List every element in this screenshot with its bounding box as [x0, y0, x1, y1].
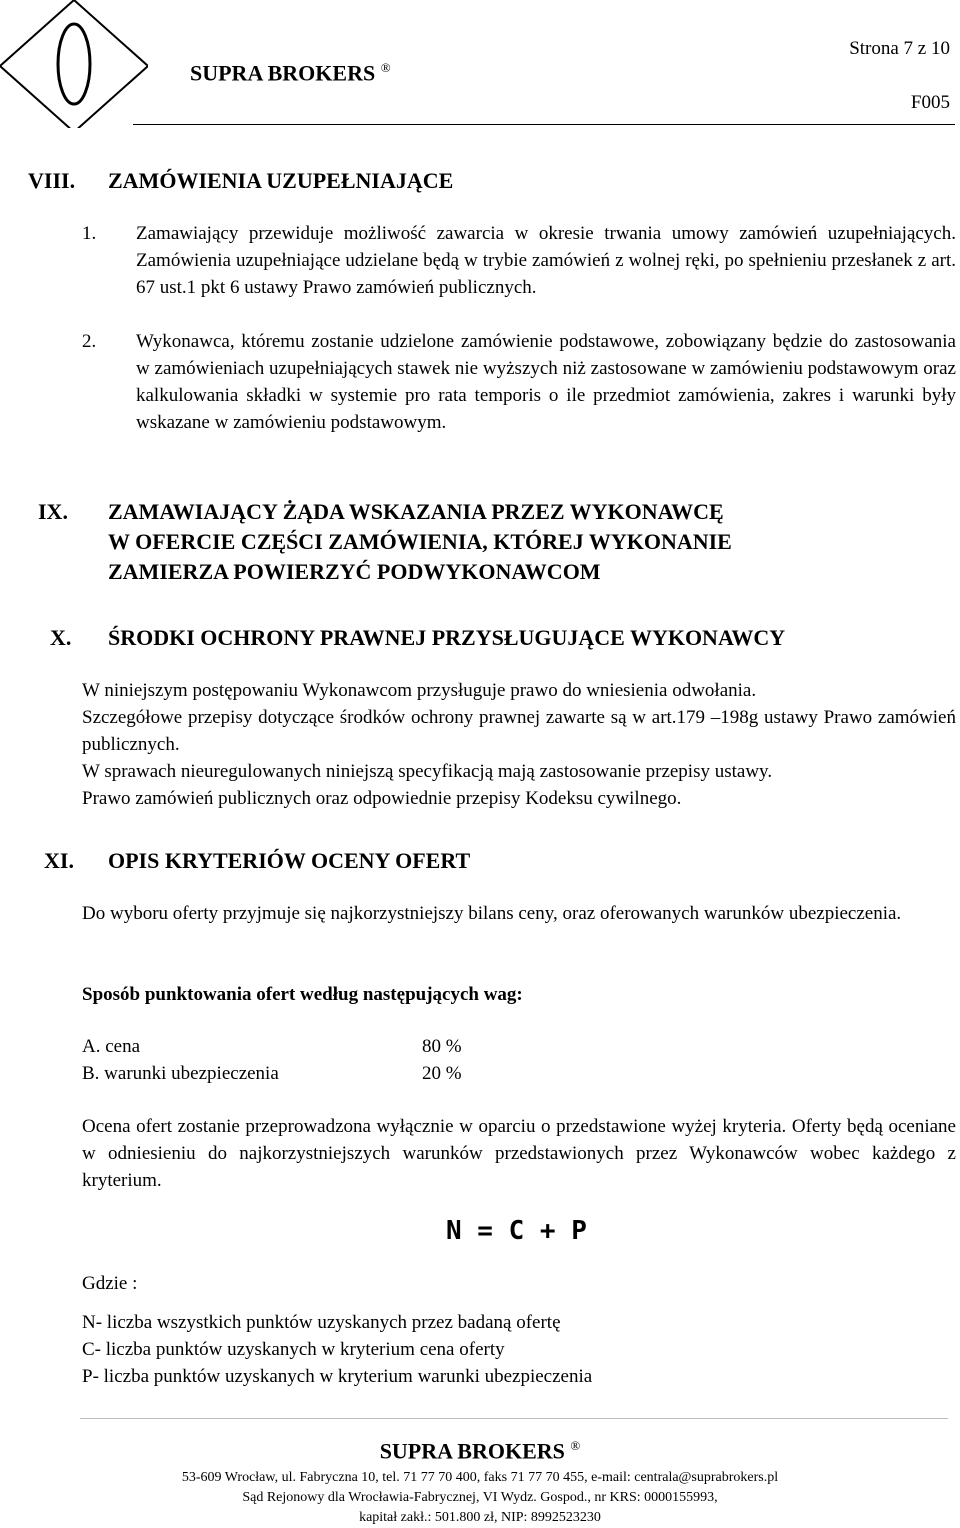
item-2-text: Wykonawca, któremu zostanie udzielone zamówienie podstawowe, zobowiązany będzie do zastosowania w zamówieniach uzupełniających stawek nie wyższych niż zastosowane w zamówieniu podstawowym oraz kalkulowania składki w systemie pro rata temporis o ile przedmiot zamówienia, zakres i warunki były wskazane w zamówieniu podstawowym. — [136, 331, 956, 433]
section-11-title: OPIS KRYTERIÓW OCENY OFERT — [108, 848, 471, 873]
footer-registry: Sąd Rejonowy dla Wrocławia-Fabrycznej, VI Wydz. Gospod., nr KRS: 0000155993, — [242, 1490, 718, 1505]
section-10-paragraph-2: Szczegółowe przepisy dotyczące środków ochrony prawnej zawarte są w art.179 –198g ustawy Prawo zamówień publicznych. — [82, 707, 956, 755]
section-9-number: IX. — [38, 499, 68, 524]
header-rule — [133, 124, 955, 125]
document-code: F005 — [910, 92, 950, 113]
weight-a-label: A. cena — [82, 1036, 141, 1057]
weights-heading: Sposób punktowania ofert według następujących wag: — [82, 984, 523, 1005]
page-number: Strona 7 z 10 — [849, 38, 950, 59]
footer-capital: kapitał zakł.: 501.800 zł, NIP: 8992523230 — [359, 1510, 601, 1525]
section-11-number: XI. — [44, 848, 74, 873]
section-10-paragraph-4: Prawo zamówień publicznych oraz odpowiednie przepisy Kodeksu cywilnego. — [82, 788, 682, 809]
section-8-number: VIII. — [28, 168, 76, 193]
evaluation-paragraph: Ocena ofert zostanie przeprowadzona wyłącznie w oparciu o przedstawione wyżej kryteria. Oferty będą oceniane w odniesieniu do najkorzystniejszych warunków przedstawionych przez Wykonawców wobec każdego z kryterium. — [82, 1116, 956, 1191]
definition-p: P- liczba punktów uzyskanych w kryterium warunki ubezpieczenia — [82, 1366, 593, 1387]
score-formula: N = C + P — [446, 1216, 587, 1246]
header-brand: SUPRA BROKERS ® — [190, 60, 391, 86]
section-10-paragraph-3: W sprawach nieuregulowanych niniejszą specyfikacją mają zastosowanie przepisy ustawy. — [82, 761, 773, 782]
weight-b-value: 20 % — [422, 1063, 462, 1084]
section-11-intro: Do wyboru oferty przyjmuje się najkorzystniejszy bilans ceny, oraz oferowanych warunków ubezpieczenia. — [82, 903, 902, 924]
footer-address: 53-609 Wrocław, ul. Fabryczna 10, tel. 71 77 70 400, faks 71 77 70 455, e-mail: centrala@suprabrokers.pl — [181, 1470, 779, 1485]
footer-rule — [80, 1418, 948, 1419]
section-10-paragraph-1: W niniejszym postępowaniu Wykonawcom przysługuje prawo do wniesienia odwołania. — [82, 680, 757, 701]
weight-a-value: 80 % — [422, 1036, 462, 1057]
section-8-title: ZAMÓWIENIA UZUPEŁNIAJĄCE — [108, 168, 454, 193]
weight-b-label: B. warunki ubezpieczenia — [82, 1063, 279, 1084]
footer-brand: SUPRA BROKERS ® — [379, 1438, 581, 1464]
section-9-title-line-3: ZAMIERZA POWIERZYĆ PODWYKONAWCOM — [108, 559, 601, 584]
section-10-number: X. — [50, 625, 72, 650]
item-2-index: 2. — [82, 331, 97, 352]
item-1-index: 1. — [82, 223, 97, 244]
definition-n: N- liczba wszystkich punktów uzyskanych przez badaną ofertę — [82, 1312, 561, 1333]
definition-c: C- liczba punktów uzyskanych w kryterium cena oferty — [82, 1339, 505, 1360]
section-9-title-line-1: ZAMAWIAJĄCY ŻĄDA WSKAZANIA PRZEZ WYKONAWCĘ — [108, 499, 724, 524]
where-label: Gdzie : — [82, 1273, 138, 1294]
company-logo — [0, 0, 148, 128]
item-1-text: Zamawiający przewiduje możliwość zawarcia w okresie trwania umowy zamówień uzupełniających. Zamówienia uzupełniające udzielane będą w trybie zamówień z wolnej ręki, po spełnieniu przesłanek z art. 67 ust.1 pkt 6 ustawy Prawo zamówień publicznych. — [136, 223, 956, 298]
section-9-title-line-2: W OFERCIE CZĘŚCI ZAMÓWIENIA, KTÓREJ WYKONANIE — [108, 529, 732, 554]
section-10-title: ŚRODKI OCHRONY PRAWNEJ PRZYSŁUGUJĄCE WYKONAWCY — [108, 625, 786, 650]
